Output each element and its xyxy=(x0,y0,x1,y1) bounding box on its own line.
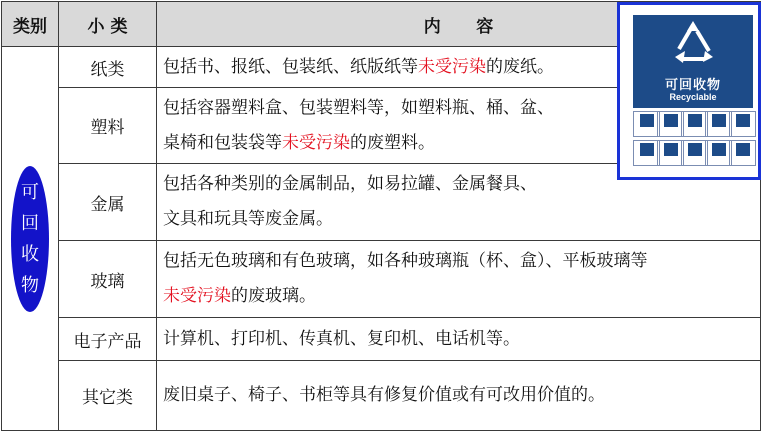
table-row xyxy=(2,361,761,431)
category-oval xyxy=(11,166,49,312)
content-text: 计算机、打印机、传真机、复印机、电话机等。 xyxy=(163,328,520,349)
content-text: 桌椅和包装袋等 xyxy=(163,132,282,153)
appliance-icon xyxy=(688,143,702,156)
sign-item-cell xyxy=(705,111,732,137)
content-line xyxy=(163,378,760,413)
content-cell xyxy=(157,361,761,431)
sign-subtitle: Recyclable xyxy=(669,92,717,102)
category-char: 可 xyxy=(21,181,39,203)
highlight-text: 未受污染 xyxy=(163,286,231,306)
content-line xyxy=(163,279,760,314)
box-icon xyxy=(688,114,702,127)
highlight-text: 未受污染 xyxy=(282,132,350,153)
content-text: 包括书、报纸、包装纸、纸版纸等 xyxy=(163,56,418,77)
content-line xyxy=(163,244,760,279)
newspaper-icon xyxy=(640,114,654,127)
content-cell xyxy=(157,241,761,318)
category-char: 收 xyxy=(21,243,39,265)
content-text: 的废纸。 xyxy=(486,56,554,77)
sign-item-cell xyxy=(729,140,756,166)
sign-item-cell xyxy=(681,111,708,137)
content-line xyxy=(163,322,760,357)
sign-item-cell xyxy=(633,140,660,166)
subcategory-cell: 纸类 xyxy=(59,47,157,88)
subcategory-cell: 电子产品 xyxy=(59,318,157,361)
content-text: 包括各种类别的金属制品，如易拉罐、金属餐具、 xyxy=(163,174,537,194)
category-cell xyxy=(2,47,59,431)
clothes-icon xyxy=(664,143,678,156)
recycle-icon xyxy=(669,19,717,71)
sign-header xyxy=(633,15,753,108)
header-content: 内 容 xyxy=(157,2,761,47)
sign-item-grid xyxy=(633,111,753,169)
subcategory-cell: 金属 xyxy=(59,164,157,241)
category-char: 物 xyxy=(21,274,39,296)
content-line xyxy=(163,202,760,237)
sign-item-cell xyxy=(657,140,684,166)
sign-item-cell xyxy=(633,111,660,137)
sign-item-cell xyxy=(705,140,732,166)
subcategory-cell: 塑料 xyxy=(59,88,157,164)
tableware-icon xyxy=(736,143,750,156)
sign-item-cell xyxy=(729,111,756,137)
header-category: 类别 xyxy=(2,2,59,47)
content-text: 文具和玩具等废金属。 xyxy=(163,209,333,229)
header-subcategory: 小 类 xyxy=(59,2,157,47)
content-text: 包括无色玻璃和有色玻璃，如各种玻璃瓶（杯、盒）、平板玻璃等 xyxy=(163,251,648,271)
category-char: 回 xyxy=(21,212,39,234)
furniture-icon xyxy=(712,143,726,156)
sign-title: 可回收物 xyxy=(664,78,721,93)
sign-item-cell xyxy=(681,140,708,166)
subcategory-cell: 其它类 xyxy=(59,361,157,431)
content-text: 废旧桌子、椅子、书柜等具有修复价值或有可改用价值的。 xyxy=(163,385,605,405)
highlight-text: 未受污染 xyxy=(418,56,486,77)
recyclable-sign xyxy=(617,2,761,180)
sign-item-cell xyxy=(657,111,684,137)
content-cell xyxy=(157,318,761,361)
content-text: 的废玻璃。 xyxy=(231,286,316,306)
bottle-icon xyxy=(664,114,678,127)
table-row xyxy=(2,318,761,361)
content-text: 的废塑料。 xyxy=(350,132,435,153)
content-text: 包括容器塑料盒、包装塑料等，如塑料瓶、桶、盆、 xyxy=(163,97,554,118)
subcategory-cell: 玻璃 xyxy=(59,241,157,318)
can-icon xyxy=(736,114,750,127)
table-row xyxy=(2,241,761,318)
gear-icon xyxy=(712,114,726,127)
plastic-container-icon xyxy=(640,143,654,156)
